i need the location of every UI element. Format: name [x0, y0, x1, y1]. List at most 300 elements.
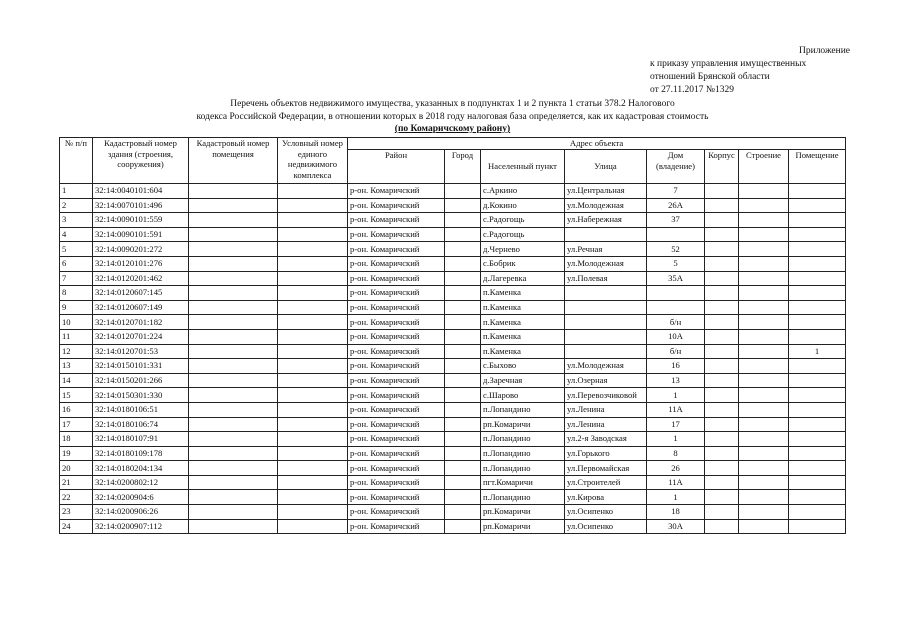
locality-cell: п.Каменка [481, 329, 565, 344]
cad-room-cell [189, 242, 278, 257]
cond-num-cell [278, 359, 348, 374]
heading-line: Перечень объектов недвижимого имущества, указанных в подпунктах 1 и 2 пункта 1 статьи 378.2 Налогового [230, 99, 675, 109]
building-cell [739, 315, 789, 330]
city-cell [445, 417, 481, 432]
locality-cell: п.Лопандино [481, 402, 565, 417]
house-cell: 17 [647, 417, 705, 432]
col-building-header: Строение [739, 150, 789, 184]
district-cell: р-он. Комаричский [348, 373, 445, 388]
cond-num-cell [278, 417, 348, 432]
table-row [60, 475, 846, 490]
street-cell [565, 300, 647, 315]
cad-room-cell [189, 402, 278, 417]
city-cell [445, 388, 481, 403]
building-cell [739, 344, 789, 359]
house-cell: 1 [647, 490, 705, 505]
cad-building-cell: 32:14:0180106:51 [93, 402, 189, 417]
locality-cell: с.Шарово [481, 388, 565, 403]
building-cell [739, 461, 789, 476]
table-row [60, 198, 846, 213]
city-cell [445, 184, 481, 199]
table-row [60, 286, 846, 301]
street-cell [565, 329, 647, 344]
room-cell [789, 198, 846, 213]
locality-cell: п.Каменка [481, 344, 565, 359]
cad-room-cell [189, 213, 278, 228]
corpus-cell [705, 213, 739, 228]
street-cell: ул.Речная [565, 242, 647, 257]
house-cell: 35А [647, 271, 705, 286]
locality-cell: рп.Комаричи [481, 417, 565, 432]
district-cell: р-он. Комаричский [348, 329, 445, 344]
district-cell: р-он. Комаричский [348, 475, 445, 490]
cond-num-cell [278, 315, 348, 330]
cad-building-cell: 32:14:0180106:74 [93, 417, 189, 432]
row-number: 16 [60, 402, 93, 417]
room-cell: 1 [789, 344, 846, 359]
locality-cell: д.Кокино [481, 198, 565, 213]
cond-num-cell [278, 402, 348, 417]
building-cell [739, 227, 789, 242]
building-cell [739, 242, 789, 257]
city-cell [445, 490, 481, 505]
col-house-header: Дом (владение) [647, 150, 705, 184]
cond-num-cell [278, 475, 348, 490]
heading-line: кодекса Российской Федерации, в отношении которых в 2018 году налоговая база определяется, как их кадастровая стоимость [196, 111, 709, 122]
street-cell: ул.Горького [565, 446, 647, 461]
cad-building-cell: 32:14:0120101:276 [93, 256, 189, 271]
row-number: 1 [60, 184, 93, 199]
locality-cell: рп.Комаричи [481, 519, 565, 534]
cad-room-cell [189, 198, 278, 213]
table-row [60, 359, 846, 374]
corpus-cell [705, 242, 739, 257]
street-cell [565, 227, 647, 242]
city-cell [445, 446, 481, 461]
corpus-cell [705, 446, 739, 461]
col-cad-building-header: Кадастровый номер здания (строения, сооружения) [93, 138, 189, 184]
col-city-header: Город [445, 150, 481, 184]
cad-room-cell [189, 271, 278, 286]
room-cell [789, 213, 846, 228]
corpus-cell [705, 359, 739, 374]
street-cell: ул.Озерная [565, 373, 647, 388]
row-number: 9 [60, 300, 93, 315]
row-number: 22 [60, 490, 93, 505]
cad-building-cell: 32:14:0120701:182 [93, 315, 189, 330]
cond-num-cell [278, 388, 348, 403]
building-cell [739, 388, 789, 403]
room-cell [789, 184, 846, 199]
table-row [60, 373, 846, 388]
cond-num-cell [278, 213, 348, 228]
house-cell: 18 [647, 505, 705, 520]
row-number: 5 [60, 242, 93, 257]
city-cell [445, 475, 481, 490]
cad-building-cell: 32:14:0090101:591 [93, 227, 189, 242]
corpus-cell [705, 373, 739, 388]
locality-cell: п.Лопандино [481, 461, 565, 476]
district-cell: р-он. Комаричский [348, 388, 445, 403]
cad-room-cell [189, 461, 278, 476]
col-district-header: Район [348, 150, 445, 184]
house-cell: 13 [647, 373, 705, 388]
city-cell [445, 271, 481, 286]
room-cell [789, 315, 846, 330]
house-cell: 1 [647, 432, 705, 447]
row-number: 19 [60, 446, 93, 461]
house-cell: б/н [647, 344, 705, 359]
room-cell [789, 329, 846, 344]
cad-building-cell: 32:14:0200802:12 [93, 475, 189, 490]
cond-num-cell [278, 432, 348, 447]
table-row [60, 271, 846, 286]
city-cell [445, 402, 481, 417]
cad-room-cell [189, 373, 278, 388]
cad-room-cell [189, 519, 278, 534]
house-cell: б/н [647, 315, 705, 330]
locality-cell: с.Бобрик [481, 256, 565, 271]
col-street-header: Улица [565, 150, 647, 184]
corpus-cell [705, 475, 739, 490]
corpus-cell [705, 227, 739, 242]
locality-cell: с.Быхово [481, 359, 565, 374]
table-row [60, 388, 846, 403]
cond-num-cell [278, 198, 348, 213]
building-cell [739, 490, 789, 505]
room-cell [789, 417, 846, 432]
street-cell: ул.Молодежная [565, 256, 647, 271]
city-cell [445, 256, 481, 271]
district-cell: р-он. Комаричский [348, 432, 445, 447]
col-address-header: Адрес объекта [348, 138, 846, 150]
table-row [60, 402, 846, 417]
street-cell: ул.Молодежная [565, 359, 647, 374]
row-number: 17 [60, 417, 93, 432]
room-cell [789, 461, 846, 476]
building-cell [739, 359, 789, 374]
heading-district: (по Комаричскому району) [394, 124, 511, 134]
house-cell: 16 [647, 359, 705, 374]
cad-building-cell: 32:14:0150101:331 [93, 359, 189, 374]
row-number: 13 [60, 359, 93, 374]
corpus-cell [705, 256, 739, 271]
district-cell: р-он. Комаричский [348, 256, 445, 271]
locality-cell: с.Радогощь [481, 213, 565, 228]
cond-num-cell [278, 329, 348, 344]
table-row [60, 344, 846, 359]
corpus-cell [705, 461, 739, 476]
house-cell: 26 [647, 461, 705, 476]
street-cell: ул.Перевозчиковой [565, 388, 647, 403]
row-number: 6 [60, 256, 93, 271]
house-cell: 52 [647, 242, 705, 257]
building-cell [739, 286, 789, 301]
street-cell: ул.Ленина [565, 417, 647, 432]
district-cell: р-он. Комаричский [348, 315, 445, 330]
cad-room-cell [189, 227, 278, 242]
col-corpus-header: Корпус [705, 150, 739, 184]
corpus-cell [705, 198, 739, 213]
room-cell [789, 286, 846, 301]
appendix-line: к приказу управления имущественных [650, 59, 807, 69]
cad-building-cell: 32:14:0150201:266 [93, 373, 189, 388]
locality-cell: д.Заречная [481, 373, 565, 388]
objects-table [59, 137, 846, 534]
corpus-cell [705, 402, 739, 417]
city-cell [445, 505, 481, 520]
street-cell: ул.Кирова [565, 490, 647, 505]
house-cell: 37 [647, 213, 705, 228]
room-cell [789, 300, 846, 315]
row-number: 18 [60, 432, 93, 447]
street-cell: ул.Набережная [565, 213, 647, 228]
cad-room-cell [189, 359, 278, 374]
document-heading [60, 98, 845, 136]
locality-cell: п.Лопандино [481, 446, 565, 461]
cad-room-cell [189, 315, 278, 330]
district-cell: р-он. Комаричский [348, 242, 445, 257]
row-number: 8 [60, 286, 93, 301]
cad-room-cell [189, 329, 278, 344]
house-cell: 10А [647, 329, 705, 344]
district-cell: р-он. Комаричский [348, 519, 445, 534]
street-cell: ул.2-я Заводская [565, 432, 647, 447]
street-cell: ул.Первомайская [565, 461, 647, 476]
city-cell [445, 227, 481, 242]
street-cell [565, 315, 647, 330]
locality-cell: п.Лопандино [481, 432, 565, 447]
room-cell [789, 359, 846, 374]
cad-building-cell: 32:14:0180109:178 [93, 446, 189, 461]
appendix-block [650, 45, 850, 97]
room-cell [789, 227, 846, 242]
row-number: 14 [60, 373, 93, 388]
house-cell: 8 [647, 446, 705, 461]
row-number: 21 [60, 475, 93, 490]
building-cell [739, 505, 789, 520]
district-cell: р-он. Комаричский [348, 359, 445, 374]
room-cell [789, 519, 846, 534]
cond-num-cell [278, 344, 348, 359]
room-cell [789, 490, 846, 505]
cad-room-cell [189, 432, 278, 447]
district-cell: р-он. Комаричский [348, 227, 445, 242]
cond-num-cell [278, 227, 348, 242]
locality-cell: рп.Комаричи [481, 505, 565, 520]
city-cell [445, 242, 481, 257]
cond-num-cell [278, 300, 348, 315]
cond-num-cell [278, 184, 348, 199]
cad-building-cell: 32:14:0180107:91 [93, 432, 189, 447]
cad-room-cell [189, 256, 278, 271]
table-row [60, 490, 846, 505]
cad-building-cell: 32:14:0120201:462 [93, 271, 189, 286]
district-cell: р-он. Комаричский [348, 184, 445, 199]
table-row [60, 519, 846, 534]
cad-building-cell: 32:14:0070101:496 [93, 198, 189, 213]
house-cell: 30А [647, 519, 705, 534]
cond-num-cell [278, 286, 348, 301]
house-cell: 7 [647, 184, 705, 199]
house-cell: 1 [647, 388, 705, 403]
building-cell [739, 198, 789, 213]
house-cell [647, 300, 705, 315]
row-number: 11 [60, 329, 93, 344]
row-number: 3 [60, 213, 93, 228]
street-cell: ул.Центральная [565, 184, 647, 199]
city-cell [445, 315, 481, 330]
locality-cell: д.Лагеревка [481, 271, 565, 286]
col-num-header: № п/п [60, 138, 93, 184]
table-row [60, 446, 846, 461]
row-number: 2 [60, 198, 93, 213]
city-cell [445, 373, 481, 388]
house-cell: 11А [647, 475, 705, 490]
cad-building-cell: 32:14:0150301:330 [93, 388, 189, 403]
district-cell: р-он. Комаричский [348, 446, 445, 461]
cad-building-cell: 32:14:0120701:224 [93, 329, 189, 344]
street-cell: ул.Осипенко [565, 519, 647, 534]
street-cell: ул.Молодежная [565, 198, 647, 213]
table-row [60, 213, 846, 228]
room-cell [789, 505, 846, 520]
cad-room-cell [189, 446, 278, 461]
locality-cell: д.Чернево [481, 242, 565, 257]
appendix-date: от 27.11.2017 №1329 [650, 85, 734, 95]
cond-num-cell [278, 490, 348, 505]
city-cell [445, 198, 481, 213]
city-cell [445, 519, 481, 534]
locality-cell: с.Аркино [481, 184, 565, 199]
room-cell [789, 242, 846, 257]
row-number: 20 [60, 461, 93, 476]
locality-cell: пгт.Комаричи [481, 475, 565, 490]
corpus-cell [705, 271, 739, 286]
city-cell [445, 329, 481, 344]
table-row [60, 300, 846, 315]
room-cell [789, 256, 846, 271]
building-cell [739, 475, 789, 490]
room-cell [789, 432, 846, 447]
street-cell [565, 286, 647, 301]
locality-cell: с.Радогощь [481, 227, 565, 242]
cad-building-cell: 32:14:0040101:604 [93, 184, 189, 199]
appendix-line: отношений Брянской области [650, 72, 770, 82]
corpus-cell [705, 417, 739, 432]
house-cell: 26А [647, 198, 705, 213]
cad-building-cell: 32:14:0180204:134 [93, 461, 189, 476]
street-cell: ул.Полевая [565, 271, 647, 286]
cond-num-cell [278, 519, 348, 534]
district-cell: р-он. Комаричский [348, 271, 445, 286]
room-cell [789, 402, 846, 417]
row-number: 4 [60, 227, 93, 242]
cond-num-cell [278, 271, 348, 286]
cad-room-cell [189, 505, 278, 520]
house-cell: 5 [647, 256, 705, 271]
row-number: 12 [60, 344, 93, 359]
building-cell [739, 373, 789, 388]
district-cell: р-он. Комаричский [348, 490, 445, 505]
street-cell [565, 344, 647, 359]
col-locality-header: Населенный пункт [481, 150, 565, 184]
corpus-cell [705, 490, 739, 505]
table-row [60, 505, 846, 520]
col-cond-num-header: Условный номер единого недвижимого комплекса [278, 138, 348, 184]
cad-building-cell: 32:14:0120607:145 [93, 286, 189, 301]
locality-cell: п.Каменка [481, 286, 565, 301]
street-cell: ул.Осипенко [565, 505, 647, 520]
district-cell: р-он. Комаричский [348, 300, 445, 315]
city-cell [445, 359, 481, 374]
row-number: 24 [60, 519, 93, 534]
corpus-cell [705, 329, 739, 344]
city-cell [445, 461, 481, 476]
corpus-cell [705, 184, 739, 199]
house-cell [647, 227, 705, 242]
row-number: 7 [60, 271, 93, 286]
corpus-cell [705, 432, 739, 447]
cond-num-cell [278, 373, 348, 388]
building-cell [739, 256, 789, 271]
cad-room-cell [189, 388, 278, 403]
locality-cell: п.Каменка [481, 315, 565, 330]
district-cell: р-он. Комаричский [348, 461, 445, 476]
cond-num-cell [278, 461, 348, 476]
cad-room-cell [189, 417, 278, 432]
cad-building-cell: 32:14:0090201:272 [93, 242, 189, 257]
locality-cell: п.Каменка [481, 300, 565, 315]
cad-building-cell: 32:14:0200906:26 [93, 505, 189, 520]
room-cell [789, 373, 846, 388]
street-cell: ул.Строителей [565, 475, 647, 490]
row-number: 15 [60, 388, 93, 403]
building-cell [739, 271, 789, 286]
city-cell [445, 286, 481, 301]
table-row [60, 315, 846, 330]
building-cell [739, 519, 789, 534]
table-row [60, 329, 846, 344]
cad-building-cell: 32:14:0120701:53 [93, 344, 189, 359]
corpus-cell [705, 388, 739, 403]
cad-building-cell: 32:14:0200904:6 [93, 490, 189, 505]
room-cell [789, 388, 846, 403]
corpus-cell [705, 300, 739, 315]
corpus-cell [705, 505, 739, 520]
table-row [60, 461, 846, 476]
building-cell [739, 213, 789, 228]
district-cell: р-он. Комаричский [348, 213, 445, 228]
table-row [60, 432, 846, 447]
cad-building-cell: 32:14:0090101:559 [93, 213, 189, 228]
cad-room-cell [189, 184, 278, 199]
cond-num-cell [278, 242, 348, 257]
building-cell [739, 402, 789, 417]
city-cell [445, 300, 481, 315]
city-cell [445, 432, 481, 447]
room-cell [789, 446, 846, 461]
corpus-cell [705, 315, 739, 330]
cad-room-cell [189, 344, 278, 359]
table-row [60, 227, 846, 242]
corpus-cell [705, 519, 739, 534]
cad-room-cell [189, 475, 278, 490]
district-cell: р-он. Комаричский [348, 402, 445, 417]
corpus-cell [705, 344, 739, 359]
house-cell: 11А [647, 402, 705, 417]
locality-cell: п.Лопандино [481, 490, 565, 505]
